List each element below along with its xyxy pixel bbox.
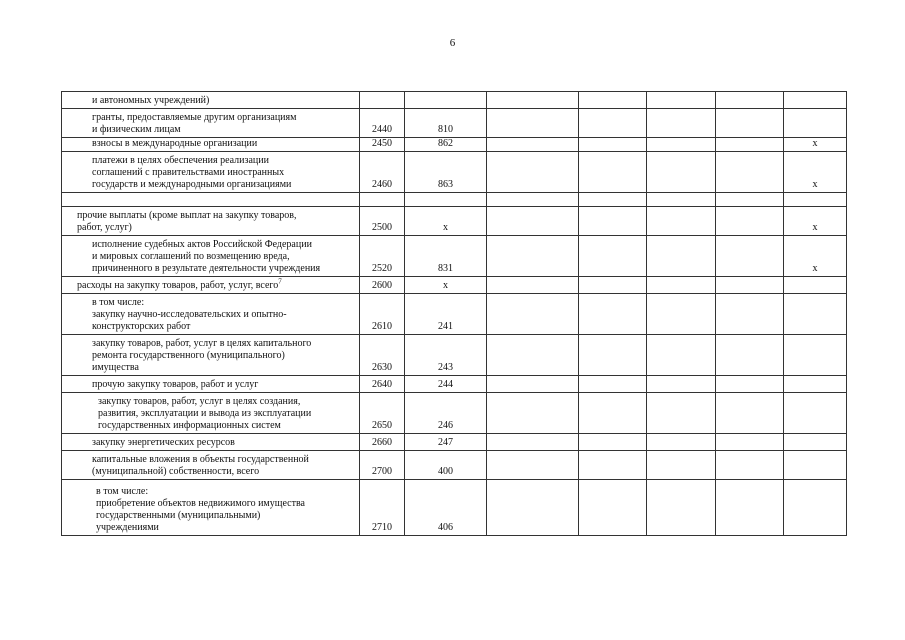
- footnote-mark: 7: [278, 277, 282, 286]
- row-code: 2460: [360, 152, 405, 193]
- value-cell: [647, 277, 716, 294]
- row-mark: x: [784, 236, 847, 277]
- row-code: 2710: [360, 480, 405, 536]
- description-line: прочие выплаты (кроме выплат на закупку товаров,: [77, 210, 297, 221]
- value-cell: [579, 480, 647, 536]
- value-cell: [647, 434, 716, 451]
- row-code: 2650: [360, 393, 405, 434]
- value-cell: [647, 207, 716, 236]
- table-row: [62, 451, 847, 480]
- row-code: 2610: [360, 294, 405, 335]
- value-cell: [487, 236, 579, 277]
- value-cell: [579, 277, 647, 294]
- value-cell: [579, 193, 647, 207]
- description-line: учреждениями: [96, 522, 159, 533]
- value-cell: [716, 393, 784, 434]
- value-cell: [716, 138, 784, 152]
- value-cell: [579, 92, 647, 109]
- value-cell: [487, 434, 579, 451]
- row-description: [62, 152, 360, 193]
- row-kosgu-code: [405, 193, 487, 207]
- row-kosgu-code: [405, 92, 487, 109]
- row-kosgu-code: 243: [405, 335, 487, 376]
- value-cell: [716, 236, 784, 277]
- row-description: [62, 451, 360, 480]
- table-row: [62, 138, 847, 152]
- value-cell: [487, 92, 579, 109]
- value-cell: [716, 376, 784, 393]
- description-line: взносы в международные организации: [92, 138, 258, 149]
- value-cell: [716, 152, 784, 193]
- value-cell: [647, 109, 716, 138]
- row-description: [62, 335, 360, 376]
- table-row: [62, 152, 847, 193]
- description-line: государств и международными организациями: [92, 179, 292, 190]
- value-cell: [579, 335, 647, 376]
- value-cell: [647, 294, 716, 335]
- value-cell: [647, 236, 716, 277]
- row-code: [360, 92, 405, 109]
- row-description: [62, 294, 360, 335]
- row-description: [62, 434, 360, 451]
- row-description: [62, 207, 360, 236]
- description-line: работ, услуг): [77, 222, 132, 233]
- value-cell: [487, 294, 579, 335]
- value-cell: [579, 207, 647, 236]
- value-cell: [647, 193, 716, 207]
- description-line: капитальные вложения в объекты государственной: [92, 454, 309, 465]
- value-cell: [716, 434, 784, 451]
- row-kosgu-code: 831: [405, 236, 487, 277]
- row-kosgu-code: 862: [405, 138, 487, 152]
- value-cell: [716, 294, 784, 335]
- table-body: [62, 92, 847, 536]
- value-cell: [716, 277, 784, 294]
- row-kosgu-code: 241: [405, 294, 487, 335]
- row-description: [62, 193, 360, 207]
- row-mark: [784, 277, 847, 294]
- value-cell: [647, 138, 716, 152]
- description-line: и физическим лицам: [92, 124, 181, 135]
- value-cell: [487, 277, 579, 294]
- table-row: [62, 376, 847, 393]
- description-line: приобретение объектов недвижимого имущества: [96, 498, 305, 509]
- value-cell: [579, 376, 647, 393]
- table-row: [62, 335, 847, 376]
- row-code: 2450: [360, 138, 405, 152]
- row-code: 2630: [360, 335, 405, 376]
- value-cell: [716, 193, 784, 207]
- value-cell: [579, 294, 647, 335]
- row-kosgu-code: 244: [405, 376, 487, 393]
- page-number: 6: [449, 37, 456, 49]
- value-cell: [487, 451, 579, 480]
- row-description: [62, 480, 360, 536]
- value-cell: [579, 138, 647, 152]
- value-cell: [716, 207, 784, 236]
- description-line: закупку товаров, работ, услуг в целях капитального: [92, 338, 312, 349]
- description-line: государственными (муниципальными): [96, 510, 261, 521]
- value-cell: [487, 138, 579, 152]
- row-kosgu-code: 247: [405, 434, 487, 451]
- row-mark: [784, 393, 847, 434]
- table-row: [62, 193, 847, 207]
- table-row: [62, 393, 847, 434]
- row-description: [62, 277, 360, 294]
- row-mark: [784, 434, 847, 451]
- table-row: [62, 480, 847, 536]
- row-mark: [784, 109, 847, 138]
- value-cell: [487, 376, 579, 393]
- description-line: и автономных учреждений): [92, 95, 210, 106]
- description-line: закупку научно-исследовательских и опытно-: [92, 309, 287, 320]
- value-cell: [487, 480, 579, 536]
- value-cell: [647, 393, 716, 434]
- row-kosgu-code: 246: [405, 393, 487, 434]
- value-cell: [647, 451, 716, 480]
- row-code: 2500: [360, 207, 405, 236]
- row-kosgu-code: 400: [405, 451, 487, 480]
- value-cell: [487, 393, 579, 434]
- description-line: платежи в целях обеспечения реализации: [92, 155, 269, 166]
- value-cell: [647, 152, 716, 193]
- description-line: в том числе:: [92, 297, 145, 308]
- row-kosgu-code: x: [405, 207, 487, 236]
- description-line: закупку товаров, работ, услуг в целях создания,: [98, 396, 301, 407]
- row-kosgu-code: 406: [405, 480, 487, 536]
- value-cell: [579, 393, 647, 434]
- value-cell: [579, 236, 647, 277]
- description-line: расходы на закупку товаров, работ, услуг, всего$^7$: [77, 277, 282, 291]
- table-row: [62, 92, 847, 109]
- table-row: [62, 207, 847, 236]
- description-line: ремонта государственного (муниципального): [92, 350, 285, 361]
- description-line: гранты, предоставляемые другим организациям: [92, 112, 297, 123]
- row-code: 2440: [360, 109, 405, 138]
- row-mark: [784, 92, 847, 109]
- description-line: государственных информационных систем: [98, 420, 281, 431]
- description-line: и мировых соглашений по возмещению вреда,: [92, 251, 290, 262]
- value-cell: [487, 109, 579, 138]
- value-cell: [716, 451, 784, 480]
- value-cell: [487, 152, 579, 193]
- description-line: (муниципальной) собственности, всего: [92, 466, 260, 477]
- row-code: 2520: [360, 236, 405, 277]
- value-cell: [579, 109, 647, 138]
- row-kosgu-code: 863: [405, 152, 487, 193]
- row-description: [62, 376, 360, 393]
- value-cell: [647, 335, 716, 376]
- row-code: 2700: [360, 451, 405, 480]
- row-kosgu-code: 810: [405, 109, 487, 138]
- value-cell: [487, 193, 579, 207]
- description-line: развития, эксплуатации и вывода из эксплуатации: [98, 408, 312, 419]
- row-description: [62, 393, 360, 434]
- description-line: конструкторских работ: [92, 321, 191, 332]
- row-code: 2660: [360, 434, 405, 451]
- value-cell: [716, 480, 784, 536]
- row-mark: x: [784, 152, 847, 193]
- row-mark: x: [784, 207, 847, 236]
- row-mark: [784, 480, 847, 536]
- value-cell: [487, 207, 579, 236]
- table-row: [62, 294, 847, 335]
- table-row: [62, 109, 847, 138]
- value-cell: [579, 434, 647, 451]
- row-mark: [784, 376, 847, 393]
- row-description: [62, 109, 360, 138]
- value-cell: [579, 152, 647, 193]
- row-mark: [784, 193, 847, 207]
- row-code: 2640: [360, 376, 405, 393]
- row-description: [62, 92, 360, 109]
- description-line: имущества: [92, 362, 139, 373]
- value-cell: [647, 92, 716, 109]
- value-cell: [647, 480, 716, 536]
- table-row: [62, 434, 847, 451]
- row-description: [62, 236, 360, 277]
- value-cell: [647, 376, 716, 393]
- description-line: закупку энергетических ресурсов: [92, 437, 235, 448]
- row-mark: x: [784, 138, 847, 152]
- value-cell: [716, 109, 784, 138]
- row-mark: [784, 335, 847, 376]
- table-row: [62, 236, 847, 277]
- row-kosgu-code: x: [405, 277, 487, 294]
- row-mark: [784, 294, 847, 335]
- row-code: [360, 193, 405, 207]
- row-mark: [784, 451, 847, 480]
- description-line: исполнение судебных актов Российской Федерации: [92, 239, 312, 250]
- row-description: [62, 138, 360, 152]
- description-line: в том числе:: [96, 486, 149, 497]
- description-line: соглашений с правительствами иностранных: [92, 167, 285, 178]
- value-cell: [716, 335, 784, 376]
- row-code: 2600: [360, 277, 405, 294]
- description-line: причиненного в результате деятельности учреждения: [92, 263, 321, 274]
- value-cell: [716, 92, 784, 109]
- table-row: [62, 277, 847, 294]
- value-cell: [579, 451, 647, 480]
- value-cell: [487, 335, 579, 376]
- budget-table: [61, 91, 847, 536]
- description-line: прочую закупку товаров, работ и услуг: [92, 379, 259, 390]
